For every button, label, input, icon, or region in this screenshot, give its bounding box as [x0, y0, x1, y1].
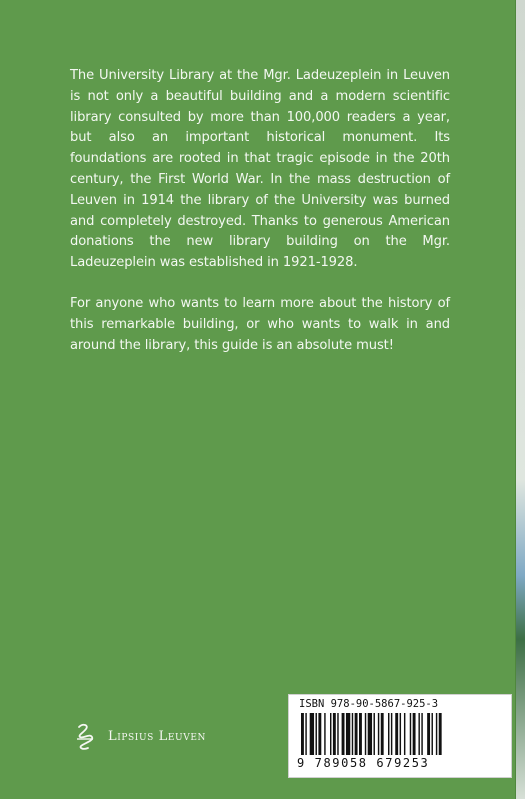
ean-digits: 9 789058 679253 [297, 756, 430, 770]
blurb-paragraph-2: For anyone who wants to learn more about the history of this remarkable building, or who wants to walk in and around the library, this guide is an absolute must! [70, 295, 450, 353]
isbn-text: ISBN 978-90-5867-925-3 [299, 698, 439, 710]
lipsius-monogram-icon [74, 721, 98, 751]
publisher-name: Lipsius Leuven [108, 728, 206, 744]
barcode-bars-icon [299, 713, 499, 757]
adjacent-page-edge [516, 0, 525, 799]
isbn-barcode [288, 694, 512, 778]
blurb-paragraph-1: The University Library at the Mgr. Ladeuzeplein in Leuven is not only a beautiful building and a modern scientific library consulted by more than 100,000 readers a year, but also an important historical monument. Its foundations are rooted in that tragic episode in the 20th century, the First World War. In the mass destruction of Leuven in 1914 the library of the University was burned and completely destroyed. Thanks to generous American donations the new library building on the Mgr. Ladeuzeplein was established in 1921-1928. [70, 68, 450, 271]
blurb-text [70, 66, 450, 376]
publisher-imprint [74, 721, 206, 751]
